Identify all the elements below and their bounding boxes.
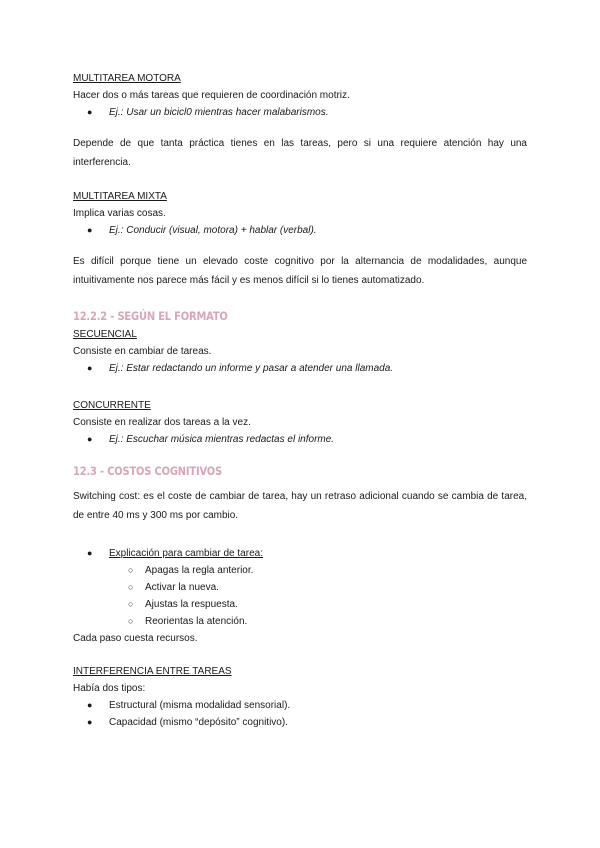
paragraph: Había dos tipos:: [73, 683, 146, 694]
section-title-secuencial: SECUENCIAL: [73, 329, 137, 340]
section-heading-12-3: 12.3 - COSTOS COGNITIVOS: [73, 464, 222, 478]
paragraph: Es difícil porque tiene un elevado coste cognitivo por la alternancia de modalidades, aunque intuitivamente nos parece más fácil y es menos difícil si lo tienes automatizado.: [73, 256, 527, 286]
section-heading-12-2-2: 12.2.2 - SEGÚN EL FORMATO: [73, 309, 228, 323]
section-title-multitarea-mixta: MULTITAREA MIXTA: [73, 191, 167, 202]
paragraph: Implica varias cosas.: [73, 208, 166, 219]
paragraph: Consiste en realizar dos tareas a la vez.: [73, 417, 251, 428]
paragraph: Depende de que tanta práctica tienes en las tareas, pero si una requiere atención hay una interferencia.: [73, 138, 527, 168]
bullet-icon: ●: [87, 717, 93, 727]
bullet-icon: ●: [87, 107, 93, 117]
bullet-icon: ●: [87, 225, 93, 235]
list-item: [73, 222, 527, 239]
paragraph: Hacer dos o más tareas que requieren de coordinación motriz.: [73, 90, 350, 101]
example-text: Ej.: Estar redactando un informe y pasar a atender una llamada.: [109, 363, 394, 374]
sub-list-item: [73, 596, 527, 613]
sub-list-item: [73, 613, 527, 630]
sub-list-item-label: Reorientas la atención.: [145, 616, 248, 627]
list-item: [73, 431, 527, 448]
example-text: Ej.: Usar un bicicl0 mientras hacer malabarismos.: [109, 107, 329, 118]
circle-bullet-icon: ○: [128, 616, 134, 626]
sub-list-item-label: Ajustas la respuesta.: [145, 599, 238, 610]
list-item: [73, 360, 527, 377]
example-text: Ej.: Escuchar música mientras redactas el informe.: [109, 434, 335, 445]
list-item-label: Estructural (misma modalidad sensorial).: [109, 700, 291, 711]
sub-list-item: [73, 579, 527, 596]
list-item: [73, 697, 527, 714]
bullet-icon: ●: [87, 548, 93, 558]
list-item-label: Capacidad (mismo “depósito” cognitivo).: [109, 717, 288, 728]
section-title-multitarea-motora: MULTITAREA MOTORA: [73, 73, 181, 84]
list-item-label: Explicación para cambiar de tarea:: [109, 548, 263, 559]
sub-list-item: [73, 562, 527, 579]
circle-bullet-icon: ○: [128, 599, 134, 609]
example-text: Ej.: Conducir (visual, motora) + hablar (verbal).: [109, 225, 317, 236]
paragraph: Switching cost: es el coste de cambiar de tarea, hay un retraso adicional cuando se cambia de tarea, de entre 40 ms y 300 ms por cambio.: [73, 491, 527, 521]
sub-list-item-label: Apagas la regla anterior.: [145, 565, 254, 576]
circle-bullet-icon: ○: [128, 582, 134, 592]
list-item: [73, 714, 527, 731]
circle-bullet-icon: ○: [128, 565, 134, 575]
bullet-icon: ●: [87, 434, 93, 444]
paragraph: Consiste en cambiar de tareas.: [73, 346, 212, 357]
sub-list-item-label: Activar la nueva.: [145, 582, 219, 593]
section-title-interferencia: INTERFERENCIA ENTRE TAREAS: [73, 666, 232, 677]
bullet-icon: ●: [87, 700, 93, 710]
list-item: [73, 545, 527, 562]
paragraph: Cada paso cuesta recursos.: [73, 633, 198, 644]
document-content: [73, 70, 527, 731]
section-title-concurrente: CONCURRENTE: [73, 400, 151, 411]
bullet-icon: ●: [87, 363, 93, 373]
list-item: [73, 104, 527, 121]
